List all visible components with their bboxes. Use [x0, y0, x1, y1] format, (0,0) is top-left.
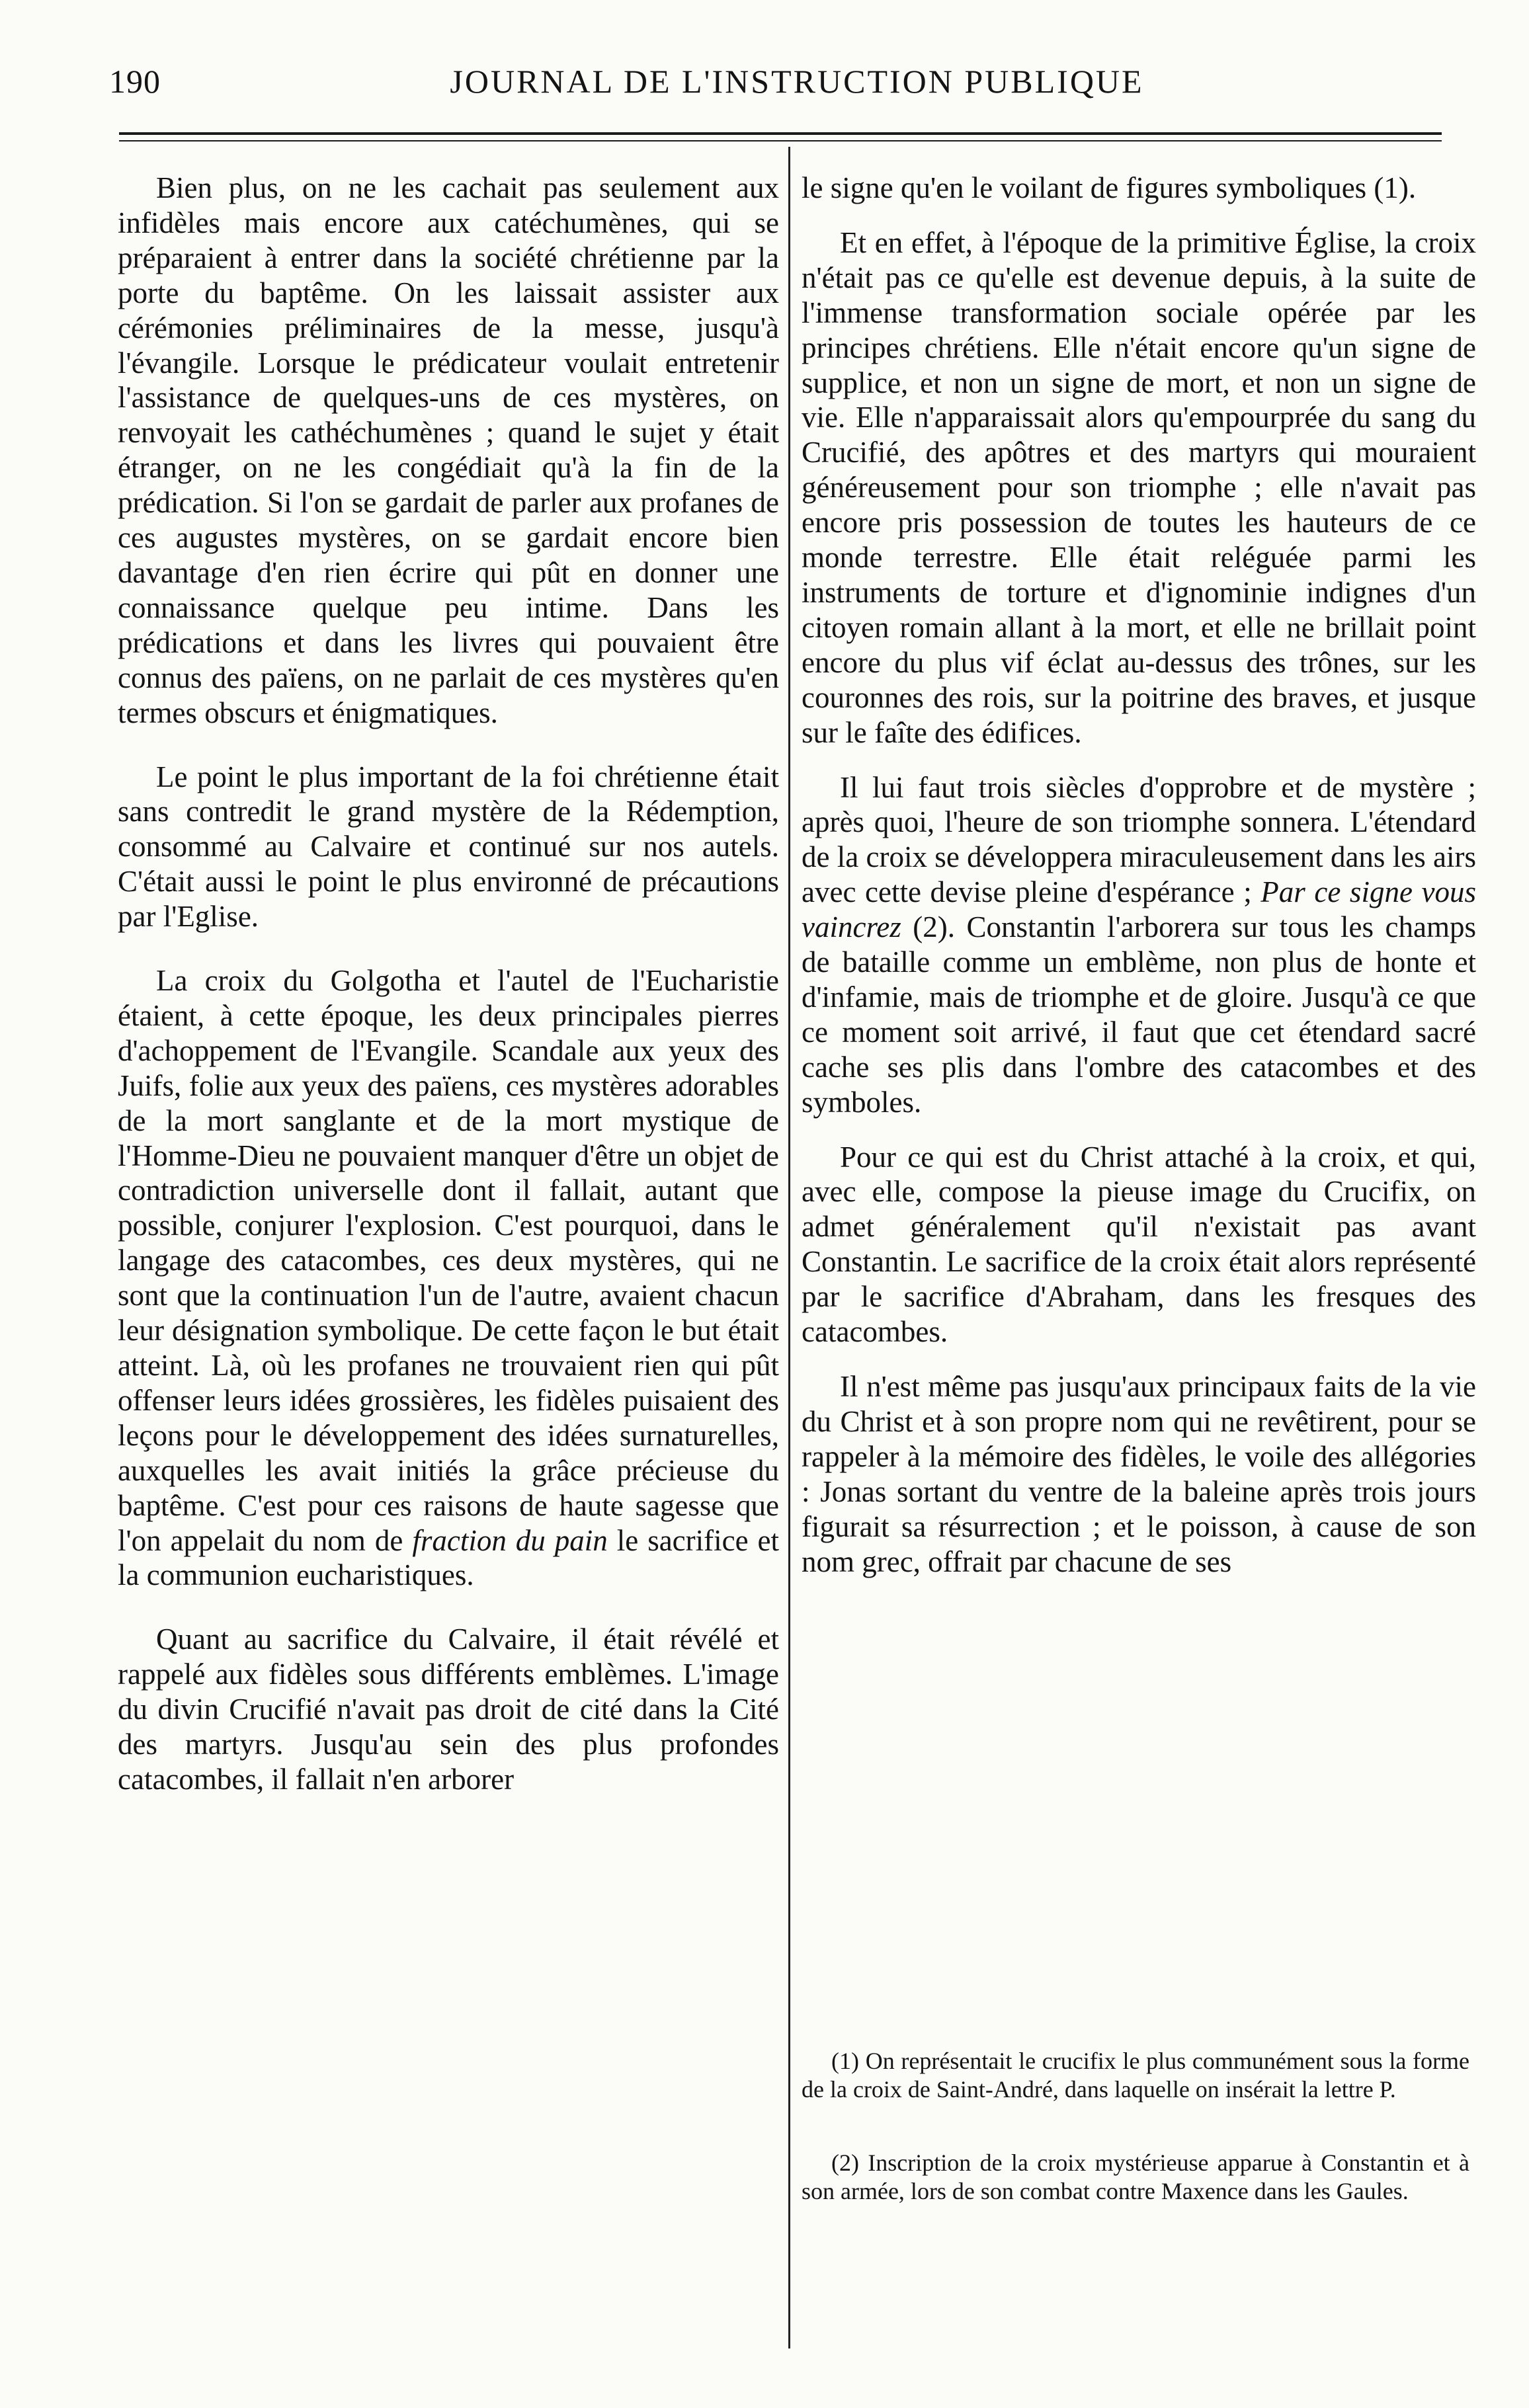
paragraph: Quant au sacrifice du Calvaire, il était révélé et rappelé aux fidèles sous différents emblèmes. L'image du divin Crucifié n'avait pas droit de cité dans la Cité des martyrs. Jusqu'au sein des plus profondes catacombes, il fallait n'en arborer: [118, 1623, 779, 1796]
running-title: JOURNAL DE L'INSTRUCTION PUBLIQUE: [450, 63, 1144, 100]
paragraph: Pour ce qui est du Christ attaché à la croix, et qui, avec elle, compose la pieuse image du Crucifix, on admet généralement qu'il n'existait pas avant Constantin. Le sacrifice de la croix était alors représenté par le sacrifice d'Abraham, dans les fresques des catacombes.: [802, 1140, 1476, 1349]
text-run: Il lui faut trois siècles d'opprobre et de mystère ; après quoi, l'heure de son triomphe sonnera. L'étendard de la croix se développera miraculeusement dans les airs avec cette devise pleine d'espérance ;: [802, 770, 1476, 909]
paragraph: [118, 963, 779, 1593]
footnote-2: [802, 2149, 1469, 2206]
footnote-text: (1) On représentait le crucifix le plus communément sous la forme de la croix de Saint-André, dans laquelle on insérait la lettre P.: [802, 2048, 1469, 2103]
footnote-text: (2) Inscription de la croix mystérieuse apparue à Constantin et à son armée, lors de son combat contre Maxence dans les Gaules.: [802, 2149, 1469, 2204]
text-run: La croix du Golgotha et l'autel de l'Eucharistie étaient, à cette époque, les deux principales pierres d'achoppement de l'Evangile. Scandale aux yeux des Juifs, folie aux yeux des païens, ces mystères adorables de la mort sanglante et de la mort mystique de l'Homme-Dieu ne pouvaient manquer d'être un objet de contradiction universelle dont il fallait, autant que possible, conjurer l'explosion. C'est pourquoi, dans le langage des catacombes, ces deux mystères, qui ne sont que la continuation l'un de l'autre, avaient chacun leur désignation symbolique. De cette façon le but était atteint. Là, où les profanes ne trouvaient rien qui pût offenser leurs idées grossières, les fidèles puisaient des leçons pour le développement des idées surnaturelles, auxquelles les avait initiés la grâce précieuse du baptême. C'est pour ces raisons de haute sagesse que l'on appelait du nom de: [118, 964, 779, 1557]
right-column: [802, 171, 1476, 1579]
text-run: (2). Constantin l'arborera sur tous les champs de bataille comme un emblème, non plus de honte et d'infamie, mais de triomphe et de gloire. Jusqu'à ce que ce moment soit arrivé, il faut que cet étendard sacré cache ses plis dans l'ombre des catacombes et des symboles.: [802, 910, 1476, 1119]
paragraph: Il n'est même pas jusqu'aux principaux faits de la vie du Christ et à son propre nom qui ne revêtirent, pour se rappeler à la mémoire des fidèles, le voile des allégories : Jonas sortant du ventre de la baleine après trois jours figurait sa résurrection ; et le poisson, à cause de son nom grec, offrait par chacune de ses: [802, 1370, 1476, 1578]
header-rule-thin: [119, 140, 1442, 141]
left-column: [118, 171, 779, 1797]
paragraph: le signe qu'en le voilant de figures symboliques (1).: [802, 171, 1417, 204]
italic-phrase: Par ce signe vous vaincrez: [802, 875, 1476, 944]
paragraph: Bien plus, on ne les cachait pas seulement aux infidèles mais encore aux catéchumènes, qui se préparaient à entrer dans la société chrétienne par la porte du baptême. On les laissait assister aux cérémonies préliminaires de la messe, jusqu'à l'évangile. Lorsque le prédicateur voulait entretenir l'assistance de quelques-uns de ces mystères, on renvoyait les cathéchumènes ; quand le sujet y était étranger, on ne les congédiait qu'à la fin de la prédication. Si l'on se gardait de parler aux profanes de ces augustes mystères, on se gardait encore bien davantage d'en rien écrire qui pût en donner une connaissance quelque peu intime. Dans les prédications et dans les livres qui pouvaient être connus des païens, on ne parlait de ces mystères qu'en termes obscurs et énigmatiques.: [118, 171, 779, 729]
footnote-1: [802, 2047, 1469, 2104]
column-divider: [788, 147, 790, 2348]
text-run: le sacrifice et la communion eucharistiques.: [118, 1523, 780, 1592]
page-number: 190: [109, 63, 161, 100]
paragraph: Le point le plus important de la foi chrétienne était sans contredit le grand mystère de la Rédemption, consommé au Calvaire et continué sur nos autels. C'était aussi le point le plus environné de précautions par l'Eglise.: [118, 760, 779, 934]
header-rule: [119, 132, 1442, 135]
italic-phrase: fraction du pain: [412, 1523, 608, 1557]
paragraph: [802, 770, 1476, 1120]
paragraph: Et en effet, à l'époque de la primitive Église, la croix n'était pas ce qu'elle est devenue depuis, à la suite de l'immense transformation sociale opérée par les principes chrétiens. Elle n'était encore qu'un signe de supplice, et non un signe de mort, et non un signe de vie. Elle n'apparaissait alors qu'empourprée du sang du Crucifié, des apôtres et des martyrs qui mouraient généreusement pour son triomphe ; elle n'avait pas encore pris possession de toutes les hauteurs de ce monde terrestre. Elle était reléguée parmi les instruments de torture et d'ignominie indignes d'un citoyen romain allant à la mort, et elle ne brillait point encore du plus vif éclat au-dessus des trônes, sur les couronnes des rois, sur la poitrine des braves, et jusque sur le faîte des édifices.: [802, 225, 1476, 749]
